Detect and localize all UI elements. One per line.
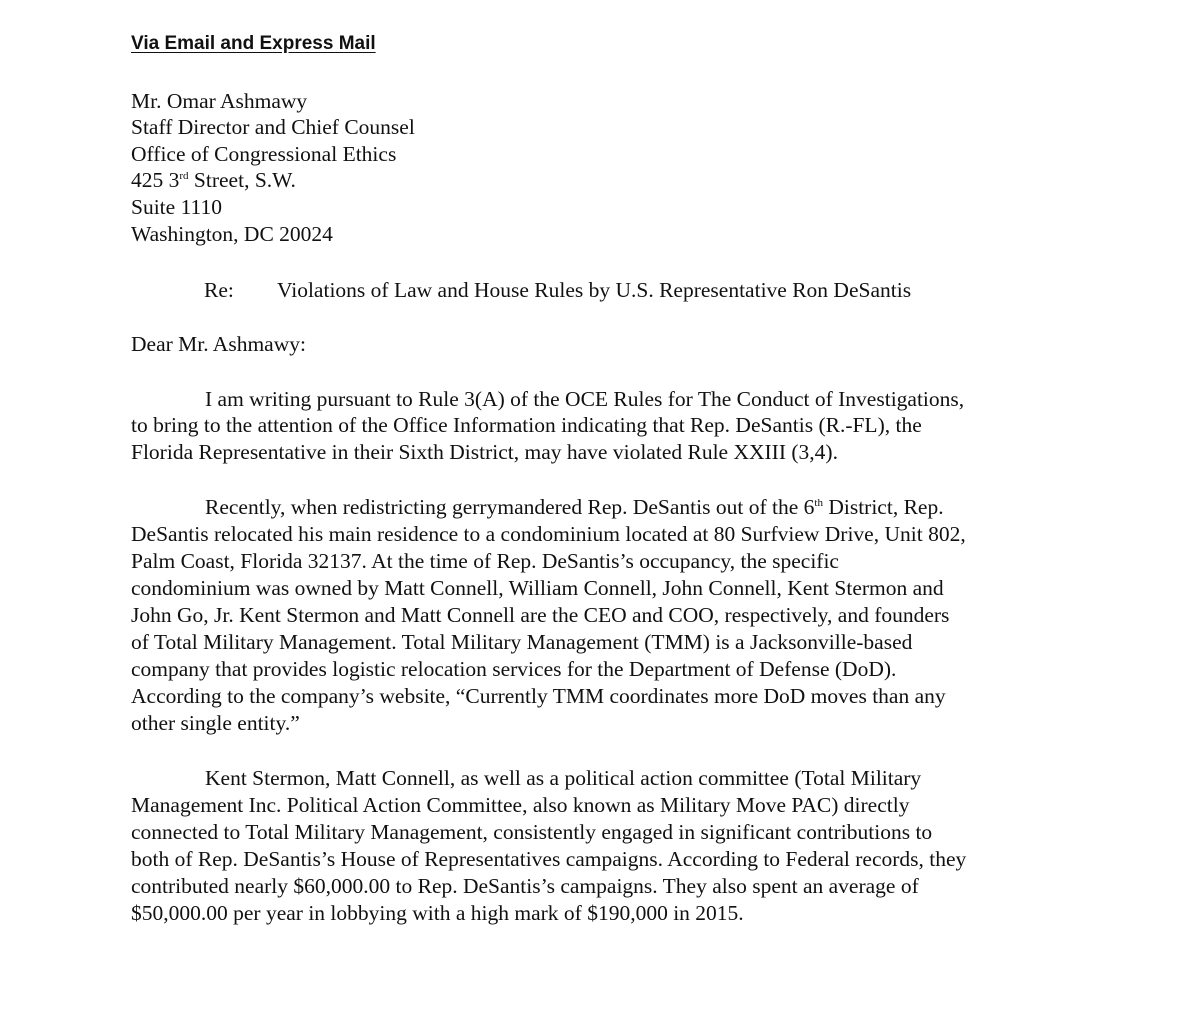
street-ordinal: rd: [179, 170, 189, 182]
paragraph-3-line: connected to Total Military Management, consistently engaged in significant contributions to: [131, 820, 933, 844]
paragraph-3-line: $50,000.00 per year in lobbying with a high mark of $190,000 in 2015.: [131, 901, 744, 925]
paragraph-2-line: DeSantis relocated his main residence to a condominium located at 80 Surfview Drive, Unit 802,: [131, 522, 966, 546]
recipient-suite: Suite 1110: [131, 195, 222, 219]
delivery-method-heading: Via Email and Express Mail: [131, 33, 376, 54]
paragraph-2-line: According to the company’s website, “Currently TMM coordinates more DoD moves than any: [131, 684, 946, 708]
paragraph-1-line: to bring to the attention of the Office Information indicating that Rep. DeSantis (R.-FL), the: [131, 413, 922, 437]
recipient-street: [131, 167, 296, 194]
recipient-office: Office of Congressional Ethics: [131, 142, 397, 166]
paragraph-2-line: company that provides logistic relocation services for the Department of Defense (DoD).: [131, 657, 897, 681]
paragraph-3-line: Kent Stermon, Matt Connell, as well as a political action committee (Total Military: [205, 766, 922, 790]
recipient-city: Washington, DC 20024: [131, 222, 333, 246]
street-number: 425 3: [131, 168, 180, 192]
recipient-name: Mr. Omar Ashmawy: [131, 89, 308, 113]
paragraph-2-line: John Go, Jr. Kent Stermon and Matt Connell are the CEO and COO, respectively, and founders: [131, 603, 950, 627]
paragraph-2-line: condominium was owned by Matt Connell, William Connell, John Connell, Kent Stermon and: [131, 576, 944, 600]
paragraph-1-line: Florida Representative in their Sixth District, may have violated Rule XXIII (3,4).: [131, 440, 838, 464]
paragraph-3-line: contributed nearly $60,000.00 to Rep. DeSantis’s campaigns. They also spent an average of: [131, 874, 919, 898]
paragraph-3-line: Management Inc. Political Action Committee, also known as Military Move PAC) directly: [131, 793, 910, 817]
district-ordinal: th: [814, 497, 823, 509]
paragraph-2-line: other single entity.”: [131, 711, 300, 735]
paragraph-1-line: I am writing pursuant to Rule 3(A) of the OCE Rules for The Conduct of Investigations,: [205, 387, 965, 411]
street-rest: Street, S.W.: [188, 168, 296, 192]
paragraph-2-line1-end: District, Rep.: [822, 495, 944, 519]
re-subject: Violations of Law and House Rules by U.S. Representative Ron DeSantis: [277, 278, 912, 302]
salutation: Dear Mr. Ashmawy:: [131, 332, 306, 356]
paragraph-2-line: of Total Military Management. Total Military Management (TMM) is a Jacksonville-based: [131, 630, 913, 654]
paragraph-3-line: both of Rep. DeSantis’s House of Representatives campaigns. According to Federal records, they: [131, 847, 967, 871]
recipient-title: Staff Director and Chief Counsel: [131, 115, 415, 139]
paragraph-2-line: Palm Coast, Florida 32137. At the time of Rep. DeSantis’s occupancy, the specific: [131, 549, 839, 573]
paragraph-2-line1-start: Recently, when redistricting gerrymandered Rep. DeSantis out of the 6: [205, 495, 815, 519]
paragraph-2-line: [205, 494, 944, 521]
re-label: Re:: [204, 278, 234, 302]
